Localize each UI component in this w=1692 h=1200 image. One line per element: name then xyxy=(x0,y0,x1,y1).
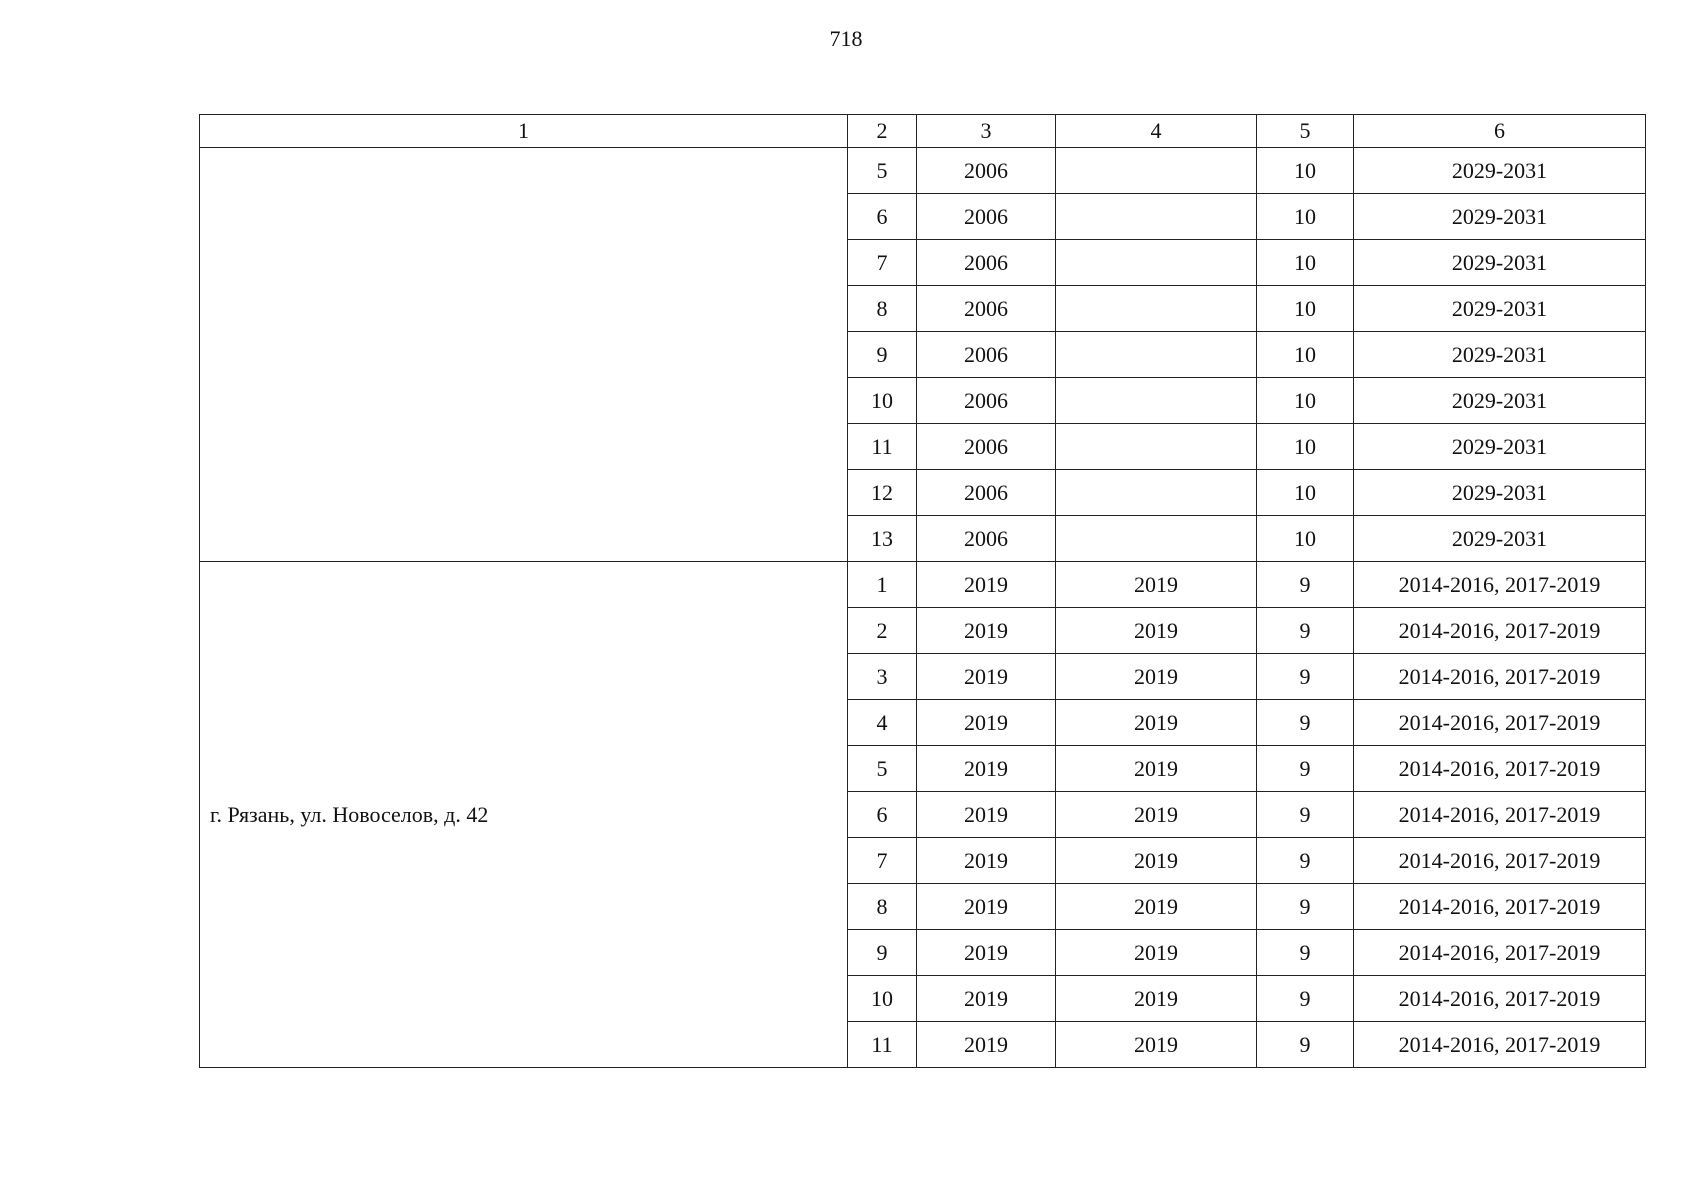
col-5-cell: 10 xyxy=(1257,332,1354,378)
header-cell-1: 1 xyxy=(200,115,848,148)
col-3-cell: 2006 xyxy=(917,286,1056,332)
col-6-cell: 2014-2016, 2017-2019 xyxy=(1354,838,1646,884)
col-3-cell: 2019 xyxy=(917,976,1056,1022)
col-6-cell: 2014-2016, 2017-2019 xyxy=(1354,746,1646,792)
col-3-cell: 2019 xyxy=(917,1022,1056,1068)
col-6-cell: 2029-2031 xyxy=(1354,378,1646,424)
col-5-cell: 9 xyxy=(1257,562,1354,608)
col-3-cell: 2019 xyxy=(917,608,1056,654)
col-6-cell: 2014-2016, 2017-2019 xyxy=(1354,700,1646,746)
col-2-cell: 5 xyxy=(848,148,917,194)
col-6-cell: 2029-2031 xyxy=(1354,194,1646,240)
col-6-cell: 2029-2031 xyxy=(1354,148,1646,194)
col-3-cell: 2019 xyxy=(917,746,1056,792)
col-4-cell: 2019 xyxy=(1056,700,1257,746)
col-6-cell: 2014-2016, 2017-2019 xyxy=(1354,930,1646,976)
col-2-cell: 12 xyxy=(848,470,917,516)
col-6-cell: 2029-2031 xyxy=(1354,470,1646,516)
col-6-cell: 2014-2016, 2017-2019 xyxy=(1354,976,1646,1022)
col-6-cell: 2014-2016, 2017-2019 xyxy=(1354,792,1646,838)
col-3-cell: 2019 xyxy=(917,700,1056,746)
table-body xyxy=(200,148,1646,1068)
col-3-cell: 2019 xyxy=(917,792,1056,838)
col-2-cell: 4 xyxy=(848,700,917,746)
col-5-cell: 9 xyxy=(1257,608,1354,654)
col-4-cell: 2019 xyxy=(1056,792,1257,838)
col-5-cell: 9 xyxy=(1257,838,1354,884)
col-5-cell: 9 xyxy=(1257,930,1354,976)
col-6-cell: 2014-2016, 2017-2019 xyxy=(1354,562,1646,608)
col-3-cell: 2006 xyxy=(917,332,1056,378)
col-5-cell: 9 xyxy=(1257,700,1354,746)
col-2-cell: 10 xyxy=(848,976,917,1022)
col-6-cell: 2014-2016, 2017-2019 xyxy=(1354,884,1646,930)
col-4-cell xyxy=(1056,286,1257,332)
header-cell-2: 2 xyxy=(848,115,917,148)
col-4-cell xyxy=(1056,378,1257,424)
col-4-cell: 2019 xyxy=(1056,1022,1257,1068)
col-4-cell: 2019 xyxy=(1056,608,1257,654)
col-4-cell: 2019 xyxy=(1056,930,1257,976)
col-6-cell: 2029-2031 xyxy=(1354,516,1646,562)
col-6-cell: 2029-2031 xyxy=(1354,286,1646,332)
page-number: 718 xyxy=(829,26,863,51)
col-2-cell: 13 xyxy=(848,516,917,562)
col-2-cell: 6 xyxy=(848,194,917,240)
header-cell-6: 6 xyxy=(1354,115,1646,148)
col-5-cell: 10 xyxy=(1257,194,1354,240)
col-3-cell: 2019 xyxy=(917,930,1056,976)
col-3-cell: 2006 xyxy=(917,194,1056,240)
col-5-cell: 10 xyxy=(1257,516,1354,562)
col-4-cell: 2019 xyxy=(1056,654,1257,700)
col-3-cell: 2006 xyxy=(917,516,1056,562)
col-2-cell: 2 xyxy=(848,608,917,654)
col-5-cell: 9 xyxy=(1257,976,1354,1022)
col-3-cell: 2006 xyxy=(917,148,1056,194)
data-table xyxy=(199,114,1646,1068)
address-cell: г. Рязань, ул. Новоселов, д. 42 xyxy=(200,562,848,1068)
col-6-cell: 2029-2031 xyxy=(1354,240,1646,286)
col-4-cell xyxy=(1056,240,1257,286)
col-5-cell: 9 xyxy=(1257,884,1354,930)
col-4-cell xyxy=(1056,194,1257,240)
col-2-cell: 9 xyxy=(848,930,917,976)
address-cell xyxy=(200,148,848,562)
col-5-cell: 10 xyxy=(1257,286,1354,332)
table-row xyxy=(200,562,1646,608)
header-cell-5: 5 xyxy=(1257,115,1354,148)
col-5-cell: 10 xyxy=(1257,240,1354,286)
col-2-cell: 11 xyxy=(848,424,917,470)
col-3-cell: 2019 xyxy=(917,562,1056,608)
col-5-cell: 10 xyxy=(1257,378,1354,424)
col-2-cell: 11 xyxy=(848,1022,917,1068)
col-2-cell: 8 xyxy=(848,286,917,332)
col-4-cell: 2019 xyxy=(1056,746,1257,792)
col-3-cell: 2019 xyxy=(917,654,1056,700)
col-4-cell: 2019 xyxy=(1056,884,1257,930)
col-4-cell xyxy=(1056,516,1257,562)
col-5-cell: 9 xyxy=(1257,792,1354,838)
col-2-cell: 9 xyxy=(848,332,917,378)
table-row xyxy=(200,148,1646,194)
col-2-cell: 7 xyxy=(848,240,917,286)
col-4-cell: 2019 xyxy=(1056,838,1257,884)
col-5-cell: 10 xyxy=(1257,148,1354,194)
col-2-cell: 3 xyxy=(848,654,917,700)
col-4-cell: 2019 xyxy=(1056,562,1257,608)
col-4-cell: 2019 xyxy=(1056,976,1257,1022)
col-3-cell: 2006 xyxy=(917,240,1056,286)
col-2-cell: 6 xyxy=(848,792,917,838)
col-4-cell xyxy=(1056,424,1257,470)
col-3-cell: 2006 xyxy=(917,470,1056,516)
col-3-cell: 2006 xyxy=(917,424,1056,470)
header-cell-3: 3 xyxy=(917,115,1056,148)
col-3-cell: 2019 xyxy=(917,838,1056,884)
col-2-cell: 8 xyxy=(848,884,917,930)
col-4-cell xyxy=(1056,332,1257,378)
col-6-cell: 2014-2016, 2017-2019 xyxy=(1354,608,1646,654)
col-5-cell: 9 xyxy=(1257,1022,1354,1068)
col-5-cell: 10 xyxy=(1257,470,1354,516)
col-3-cell: 2006 xyxy=(917,378,1056,424)
col-6-cell: 2029-2031 xyxy=(1354,424,1646,470)
col-2-cell: 1 xyxy=(848,562,917,608)
header-cell-4: 4 xyxy=(1056,115,1257,148)
col-4-cell xyxy=(1056,470,1257,516)
col-6-cell: 2014-2016, 2017-2019 xyxy=(1354,1022,1646,1068)
col-6-cell: 2014-2016, 2017-2019 xyxy=(1354,654,1646,700)
col-3-cell: 2019 xyxy=(917,884,1056,930)
col-4-cell xyxy=(1056,148,1257,194)
col-5-cell: 10 xyxy=(1257,424,1354,470)
header-row xyxy=(200,115,1646,148)
col-2-cell: 10 xyxy=(848,378,917,424)
col-2-cell: 5 xyxy=(848,746,917,792)
col-5-cell: 9 xyxy=(1257,746,1354,792)
col-5-cell: 9 xyxy=(1257,654,1354,700)
col-2-cell: 7 xyxy=(848,838,917,884)
col-6-cell: 2029-2031 xyxy=(1354,332,1646,378)
